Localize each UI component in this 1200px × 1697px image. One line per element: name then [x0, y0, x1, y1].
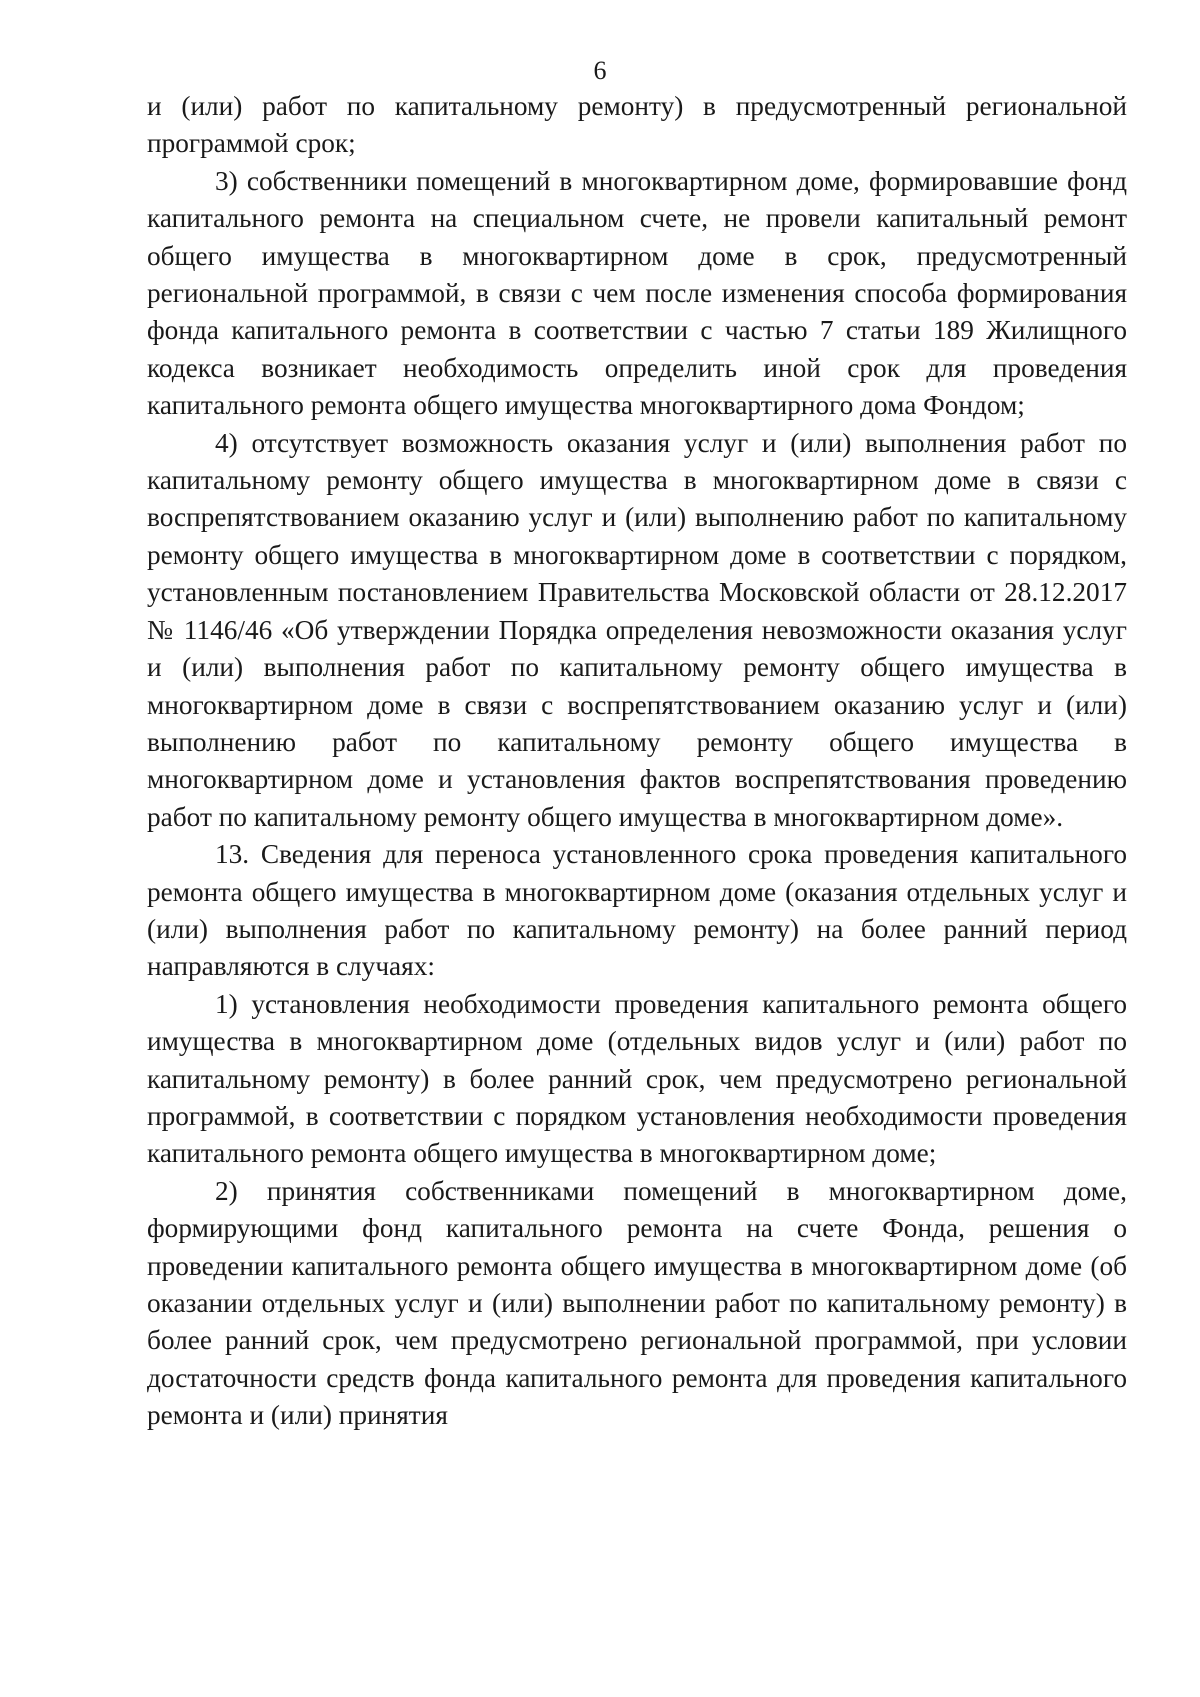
paragraph-item-2: 2) принятия собственниками помещений в многоквартирном доме, формирующими фонд капитального ремонта на счете Фонда, решения о проведении капитального ремонта общего имущества в многоквартирном доме (об оказании отдельных услуг и (или) выполнении работ по капитальному ремонту) в более ранний срок, чем предусмотрено региональной программой, при условии достаточности средств фонда капитального ремонта для проведения капитального ремонта и (или) принятия	[147, 1175, 1127, 1431]
paragraph-item-1: 1) установления необходимости проведения капитального ремонта общего имущества в многоквартирном доме (отдельных видов услуг и (или) работ по капитальному ремонту) в более ранний срок, чем предусмотрено региональной программой, в соответствии с порядком установления необходимости проведения капитального ремонта общего имущества в многоквартирном доме;	[147, 988, 1127, 1169]
page-number: 6	[593, 56, 607, 85]
paragraph-continuation: и (или) работ по капитальному ремонту) в предусмотренный региональной программой срок;	[147, 91, 1127, 159]
paragraph-section-13: 13. Сведения для переноса установленного срока проведения капитального ремонта общего имущества в многоквартирном доме (оказания отдельных услуг и (или) выполнения работ по капитальному ремонту) на более ранний период направляются в случаях:	[147, 839, 1127, 982]
paragraph-item-3: 3) собственники помещений в многоквартирном доме, формировавшие фонд капитального ремонта на специальном счете, не провели капитальный ремонт общего имущества в многоквартирном доме в срок, предусмотренный региональной программой, в связи с чем после изменения способа формирования фонда капитального ремонта в соответствии с частью 7 статьи 189 Жилищного кодекса возникает необходимость определить иной срок для проведения капитального ремонта общего имущества многоквартирного дома Фондом;	[147, 165, 1127, 421]
paragraph-item-4: 4) отсутствует возможность оказания услуг и (или) выполнения работ по капитальному ремонту общего имущества в многоквартирном доме в связи с воспрепятствованием оказанию услуг и (или) выполнению работ по капитальному ремонту общего имущества в многоквартирном доме в соответствии с порядком, установленным постановлением Правительства Московской области от 28.12.2017 № 1146/46 «Об утверждении Порядка определения невозможности оказания услуг и (или) выполнения работ по капитальному ремонту общего имущества в многоквартирном доме в связи с воспрепятствованием оказанию услуг и (или) выполнению работ по капитальному ремонту общего имущества в многоквартирном доме и установления фактов воспрепятствования проведению работ по капитальному ремонту общего имущества в многоквартирном доме».	[147, 427, 1127, 832]
document-body	[147, 88, 1127, 1435]
